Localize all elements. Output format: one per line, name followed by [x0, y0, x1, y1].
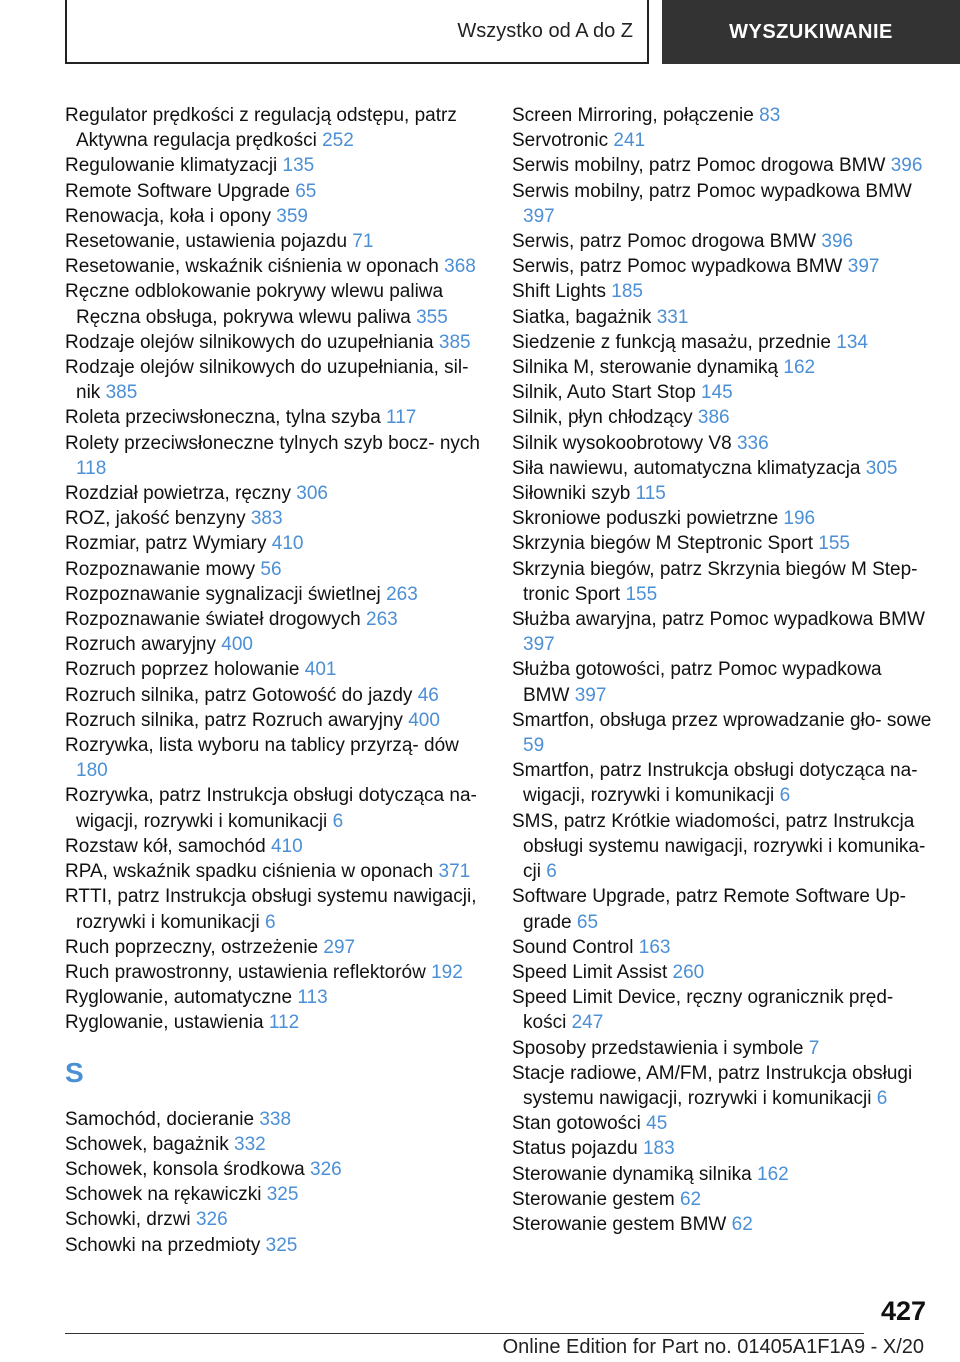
entry-page-link[interactable]: 180 [76, 760, 108, 782]
entry-text: Rozdział powietrza, ręczny [65, 483, 291, 505]
index-entry [65, 103, 485, 153]
entry-page-link[interactable]: 260 [672, 961, 705, 983]
entry-text: Regulowanie klimatyzacji [65, 155, 278, 177]
entry-text: Sterowanie dynamiką silnika [512, 1163, 752, 1185]
index-entry [512, 431, 932, 456]
index-entry [65, 1010, 485, 1035]
entry-text: Sound Control [512, 936, 634, 958]
index-entry [65, 935, 485, 960]
entry-page-link[interactable]: 263 [386, 583, 418, 605]
entry-text: Stan gotowości [512, 1113, 641, 1135]
entry-text: Sterowanie gestem [512, 1188, 675, 1210]
index-entry [512, 305, 932, 330]
entry-page-link[interactable]: 400 [221, 634, 253, 656]
entry-text: Samochód, docieranie [65, 1108, 255, 1130]
entry-page-link[interactable]: 6 [876, 1087, 888, 1109]
entry-text: Silnik wysokoobrotowy V8 [512, 432, 732, 454]
entry-page-link[interactable]: 397 [574, 684, 607, 706]
index-entry [512, 179, 932, 229]
entry-text: Remote Software Upgrade [65, 180, 290, 202]
index-entry [65, 405, 485, 430]
index-entry [512, 481, 932, 506]
entry-text: Rozruch silnika, patrz Gotowość do jazdy [65, 684, 413, 706]
index-entry [65, 582, 485, 607]
entry-text: Rozstaw kół, samochód [65, 835, 266, 857]
index-entry [512, 1136, 932, 1161]
index-entry [65, 355, 485, 405]
index-entry [65, 179, 485, 204]
entry-page-link[interactable]: 145 [701, 382, 733, 404]
index-entry [65, 960, 485, 985]
index-entry [65, 607, 485, 632]
index-column-left [65, 103, 485, 1258]
index-entry [512, 960, 932, 985]
index-entry [512, 1061, 932, 1111]
entry-page-link[interactable]: 400 [408, 709, 440, 731]
entry-text: Siłowniki szyb [512, 483, 631, 505]
entry-text: Sterowanie gestem BMW [512, 1213, 727, 1235]
entry-text: Serwis, patrz Pomoc drogowa BMW [512, 231, 817, 253]
entry-page-link[interactable]: 162 [757, 1163, 789, 1185]
index-list-r [65, 103, 485, 1036]
index-entry [512, 1162, 932, 1187]
index-entry [512, 128, 932, 153]
entry-page-link[interactable]: 336 [736, 432, 769, 454]
entry-page-link[interactable]: 396 [890, 155, 923, 177]
index-entry [65, 153, 485, 178]
entry-page-link[interactable]: 325 [266, 1184, 299, 1206]
entry-text: Rozruch poprzez holowanie [65, 659, 300, 681]
entry-text: Serwis mobilny, patrz Pomoc wypadkowa BMW [512, 180, 912, 202]
index-entry [65, 481, 485, 506]
entry-text: Rozpoznawanie sygnalizacji świetlnej [65, 583, 381, 605]
entry-text: Rodzaje olejów silnikowych do uzupełniania, sil- nik [65, 357, 469, 404]
index-entry [65, 834, 485, 859]
entry-page-link[interactable]: 155 [625, 583, 658, 605]
entry-page-link[interactable]: 65 [295, 180, 317, 202]
entry-text: ROZ, jakość benzyny [65, 508, 246, 530]
entry-page-link[interactable]: 6 [332, 810, 344, 832]
entry-page-link[interactable]: 401 [304, 659, 337, 681]
entry-page-link[interactable]: 368 [444, 256, 476, 278]
index-entry [512, 809, 932, 885]
entry-page-link[interactable]: 59 [523, 735, 545, 757]
index-entry [512, 405, 932, 430]
entry-page-link[interactable]: 325 [265, 1234, 298, 1256]
entry-page-link[interactable]: 385 [438, 331, 471, 353]
entry-text: Siedzenie z funkcją masażu, przednie [512, 331, 831, 353]
entry-text: Smartfon, obsługa przez wprowadzanie gło- sowe [512, 709, 932, 731]
entry-text: Ruch prawostronny, ustawienia reflektorów [65, 961, 426, 983]
entry-text: Silnika M, sterowanie dynamiką [512, 357, 779, 379]
index-entry [512, 607, 932, 657]
entry-text: Resetowanie, wskaźnik ciśnienia w oponach [65, 256, 439, 278]
entry-text: Skrzynia biegów M Steptronic Sport [512, 533, 813, 555]
entry-page-link[interactable]: 7 [808, 1037, 820, 1059]
entry-page-link[interactable]: 163 [638, 936, 671, 958]
entry-page-link[interactable]: 410 [270, 835, 303, 857]
index-entry [65, 733, 485, 783]
entry-text: Silnik, Auto Start Stop [512, 382, 696, 404]
entry-page-link[interactable]: 56 [260, 558, 282, 580]
index-entry [65, 708, 485, 733]
index-entry [65, 985, 485, 1010]
page-number: 427 [880, 1296, 926, 1326]
index-entry [512, 708, 932, 758]
entry-page-link[interactable]: 117 [386, 407, 417, 429]
entry-text: Schowki na przedmioty [65, 1234, 261, 1256]
index-entry [512, 1036, 932, 1061]
index-column-right [512, 103, 932, 1237]
entry-page-link[interactable]: 241 [613, 130, 646, 152]
index-entry [512, 279, 932, 304]
index-list-s [65, 1107, 485, 1258]
index-entry [65, 1182, 485, 1207]
entry-page-link[interactable]: 115 [635, 483, 666, 505]
entry-text: Speed Limit Device, ręczny ogranicznik pręd- kości [512, 987, 894, 1034]
entry-page-link[interactable]: 359 [276, 205, 308, 227]
entry-page-link[interactable]: 386 [697, 407, 730, 429]
entry-page-link[interactable]: 46 [417, 684, 439, 706]
entry-text: Rozpoznawanie świateł drogowych [65, 609, 361, 631]
index-entry [65, 330, 485, 355]
entry-page-link[interactable]: 162 [783, 357, 816, 379]
entry-page-link[interactable]: 326 [310, 1158, 342, 1180]
tab-active-label: WYSZUKIWANIE [729, 20, 893, 43]
entry-page-link[interactable]: 6 [779, 785, 791, 807]
tab-wszystko-od-a-do-z[interactable] [65, 0, 649, 64]
entry-text: Speed Limit Assist [512, 961, 668, 983]
index-entry [512, 254, 932, 279]
entry-page-link[interactable]: 263 [366, 609, 398, 631]
index-entry [512, 355, 932, 380]
index-entry [512, 985, 932, 1035]
entry-page-link[interactable]: 62 [679, 1188, 702, 1210]
entry-text: Siatka, bagażnik [512, 306, 652, 328]
entry-text: Skroniowe poduszki powietrzne [512, 508, 779, 530]
entry-page-link[interactable]: 397 [847, 256, 880, 278]
index-entry [512, 657, 932, 707]
index-entry [65, 1107, 485, 1132]
index-entry [65, 859, 485, 884]
entry-text: Ruch poprzeczny, ostrzeżenie [65, 936, 319, 958]
entry-page-link[interactable]: 6 [546, 861, 557, 883]
index-entry [65, 254, 485, 279]
entry-text: Rozmiar, patrz Wymiary [65, 533, 267, 555]
index-entry [65, 229, 485, 254]
index-entry [512, 1212, 932, 1237]
entry-page-link[interactable]: 410 [271, 533, 304, 555]
entry-page-link[interactable]: 112 [268, 1012, 300, 1034]
entry-page-link[interactable]: 196 [783, 508, 816, 530]
index-entry [512, 1187, 932, 1212]
entry-text: Servotronic [512, 130, 609, 152]
entry-page-link[interactable]: 383 [250, 508, 283, 530]
index-entry [512, 380, 932, 405]
entry-text: Smartfon, patrz Instrukcja obsługi dotycząca na- wigacji, rozrywki i komunikacji [512, 760, 918, 807]
footer-divider [65, 1333, 864, 1334]
entry-page-link[interactable]: 192 [431, 961, 463, 983]
entry-text: Sposoby przedstawienia i symbole [512, 1037, 804, 1059]
entry-page-link[interactable]: 155 [818, 533, 850, 555]
entry-page-link[interactable]: 71 [352, 231, 374, 253]
entry-page-link[interactable]: 183 [642, 1138, 675, 1160]
entry-page-link[interactable]: 338 [259, 1108, 292, 1130]
index-entry [65, 279, 485, 329]
entry-page-link[interactable]: 118 [76, 457, 107, 479]
entry-text: Roleta przeciwsłoneczna, tylna szyba [65, 407, 381, 429]
index-entry [65, 557, 485, 582]
entry-text: Schowek, konsola środkowa [65, 1158, 305, 1180]
tab-wyszukiwanie[interactable] [662, 0, 960, 64]
index-list-right [512, 103, 932, 1237]
index-entry [65, 531, 485, 556]
entry-text: Rozrywka, patrz Instrukcja obsługi dotycząca na- wigacji, rozrywki i komunikacji [65, 785, 477, 832]
entry-page-link[interactable]: 397 [523, 205, 555, 227]
entry-text: Silnik, płyn chłodzący [512, 407, 693, 429]
index-entry [65, 1157, 485, 1182]
entry-page-link[interactable]: 326 [195, 1209, 228, 1231]
entry-text: Screen Mirroring, połączenie [512, 105, 754, 126]
entry-text: Schowek, bagażnik [65, 1133, 229, 1155]
entry-page-link[interactable]: 331 [656, 306, 689, 328]
index-entry [512, 103, 932, 128]
entry-page-link[interactable]: 355 [416, 306, 448, 328]
entry-text: Serwis, patrz Pomoc wypadkowa BMW [512, 256, 843, 278]
index-entry [512, 153, 932, 178]
entry-text: Służba gotowości, patrz Pomoc wypadkowa BMW [512, 659, 882, 706]
entry-page-link[interactable]: 297 [323, 936, 356, 958]
entry-text: Software Upgrade, patrz Remote Software Up- grade [512, 886, 906, 933]
entry-page-link[interactable]: 385 [105, 382, 138, 404]
index-entry [512, 557, 932, 607]
index-entry [512, 229, 932, 254]
entry-text: SMS, patrz Krótkie wiadomości, patrz Instrukcja obsługi systemu nawigacji, rozrywki i komunika- cji [512, 810, 926, 883]
entry-page-link[interactable]: 185 [611, 281, 643, 303]
entry-text: Schowek na rękawiczki [65, 1184, 262, 1206]
section-letter: S [65, 1056, 84, 1088]
index-entry [512, 456, 932, 481]
index-entry [65, 632, 485, 657]
index-entry [65, 431, 485, 481]
entry-page-link[interactable]: 332 [234, 1133, 266, 1155]
entry-page-link[interactable]: 252 [322, 130, 354, 152]
index-entry [65, 506, 485, 531]
entry-text: Rolety przeciwsłoneczne tylnych szyb bocz- nych [65, 432, 481, 454]
entry-page-link[interactable]: 134 [836, 331, 868, 353]
entry-page-link[interactable]: 396 [821, 231, 854, 253]
index-entry [65, 1233, 485, 1258]
entry-page-link[interactable]: 45 [646, 1113, 668, 1135]
index-entry [65, 683, 485, 708]
index-entry [512, 531, 932, 556]
entry-page-link[interactable]: 135 [282, 155, 315, 177]
entry-page-link[interactable]: 305 [865, 457, 898, 479]
entry-text: Shift Lights [512, 281, 606, 303]
entry-text: Schowki, drzwi [65, 1209, 191, 1231]
entry-text: RTTI, patrz Instrukcja obsługi systemu nawigacji, rozrywki i komunikacji [65, 886, 477, 933]
entry-text: Ryglowanie, ustawienia [65, 1012, 264, 1034]
entry-page-link[interactable]: 62 [731, 1213, 753, 1235]
index-entry [512, 330, 932, 355]
entry-text: Siła nawiewu, automatyczna klimatyzacja [512, 457, 861, 479]
index-entry [512, 758, 932, 808]
footer-edition-text: Online Edition for Part no. 01405A1F1A9 - X/20 [502, 1336, 924, 1358]
index-entry [65, 657, 485, 682]
index-entry [65, 884, 485, 934]
entry-text: Rozpoznawanie mowy [65, 558, 256, 580]
entry-text: Resetowanie, ustawienia pojazdu [65, 231, 348, 253]
entry-page-link[interactable]: 6 [264, 911, 276, 933]
entry-text: Rozruch awaryjny [65, 634, 216, 656]
tab-label: Wszystko od A do Z [457, 19, 633, 42]
entry-text: Ręczne odblokowanie pokrywy wlewu paliwa Ręczna obsługa, pokrywa wlewu paliwa [65, 281, 444, 328]
entry-page-link[interactable]: 113 [297, 987, 328, 1009]
index-entry [512, 935, 932, 960]
entry-text: Status pojazdu [512, 1138, 638, 1160]
entry-text: Regulator prędkości z regulacją odstępu, patrz Aktywna regulacja prędkości [65, 105, 457, 152]
entry-text: Ryglowanie, automatyczne [65, 987, 293, 1009]
entry-text: Rodzaje olejów silnikowych do uzupełniania [65, 331, 434, 353]
entry-text: Rozrywka, lista wyboru na tablicy przyrzą- dów [65, 735, 459, 757]
index-entry [512, 884, 932, 934]
entry-page-link[interactable]: 371 [438, 861, 471, 883]
entry-text: RPA, wskaźnik spadku ciśnienia w oponach [65, 861, 434, 883]
entry-text: Skrzynia biegów, patrz Skrzynia biegów M Step- tronic Sport [512, 558, 918, 605]
entry-page-link[interactable]: 247 [571, 1012, 604, 1034]
index-entry [512, 506, 932, 531]
entry-page-link[interactable]: 306 [296, 483, 328, 505]
entry-text: Serwis mobilny, patrz Pomoc drogowa BMW [512, 155, 886, 177]
entry-page-link[interactable]: 83 [759, 105, 781, 126]
index-entry [512, 1111, 932, 1136]
entry-page-link[interactable]: 65 [576, 911, 599, 933]
entry-text: Rozruch silnika, patrz Rozruch awaryjny [65, 709, 403, 731]
entry-page-link[interactable]: 397 [523, 634, 555, 656]
entry-text: Renowacja, koła i opony [65, 205, 271, 227]
index-entry [65, 783, 485, 833]
entry-text: Stacje radiowe, AM/FM, patrz Instrukcja obsługi systemu nawigacji, rozrywki i komunikacji [512, 1062, 913, 1109]
index-entry [65, 1207, 485, 1232]
entry-text: Służba awaryjna, patrz Pomoc wypadkowa BMW [512, 609, 925, 631]
index-entry [65, 1132, 485, 1157]
index-entry [65, 204, 485, 229]
